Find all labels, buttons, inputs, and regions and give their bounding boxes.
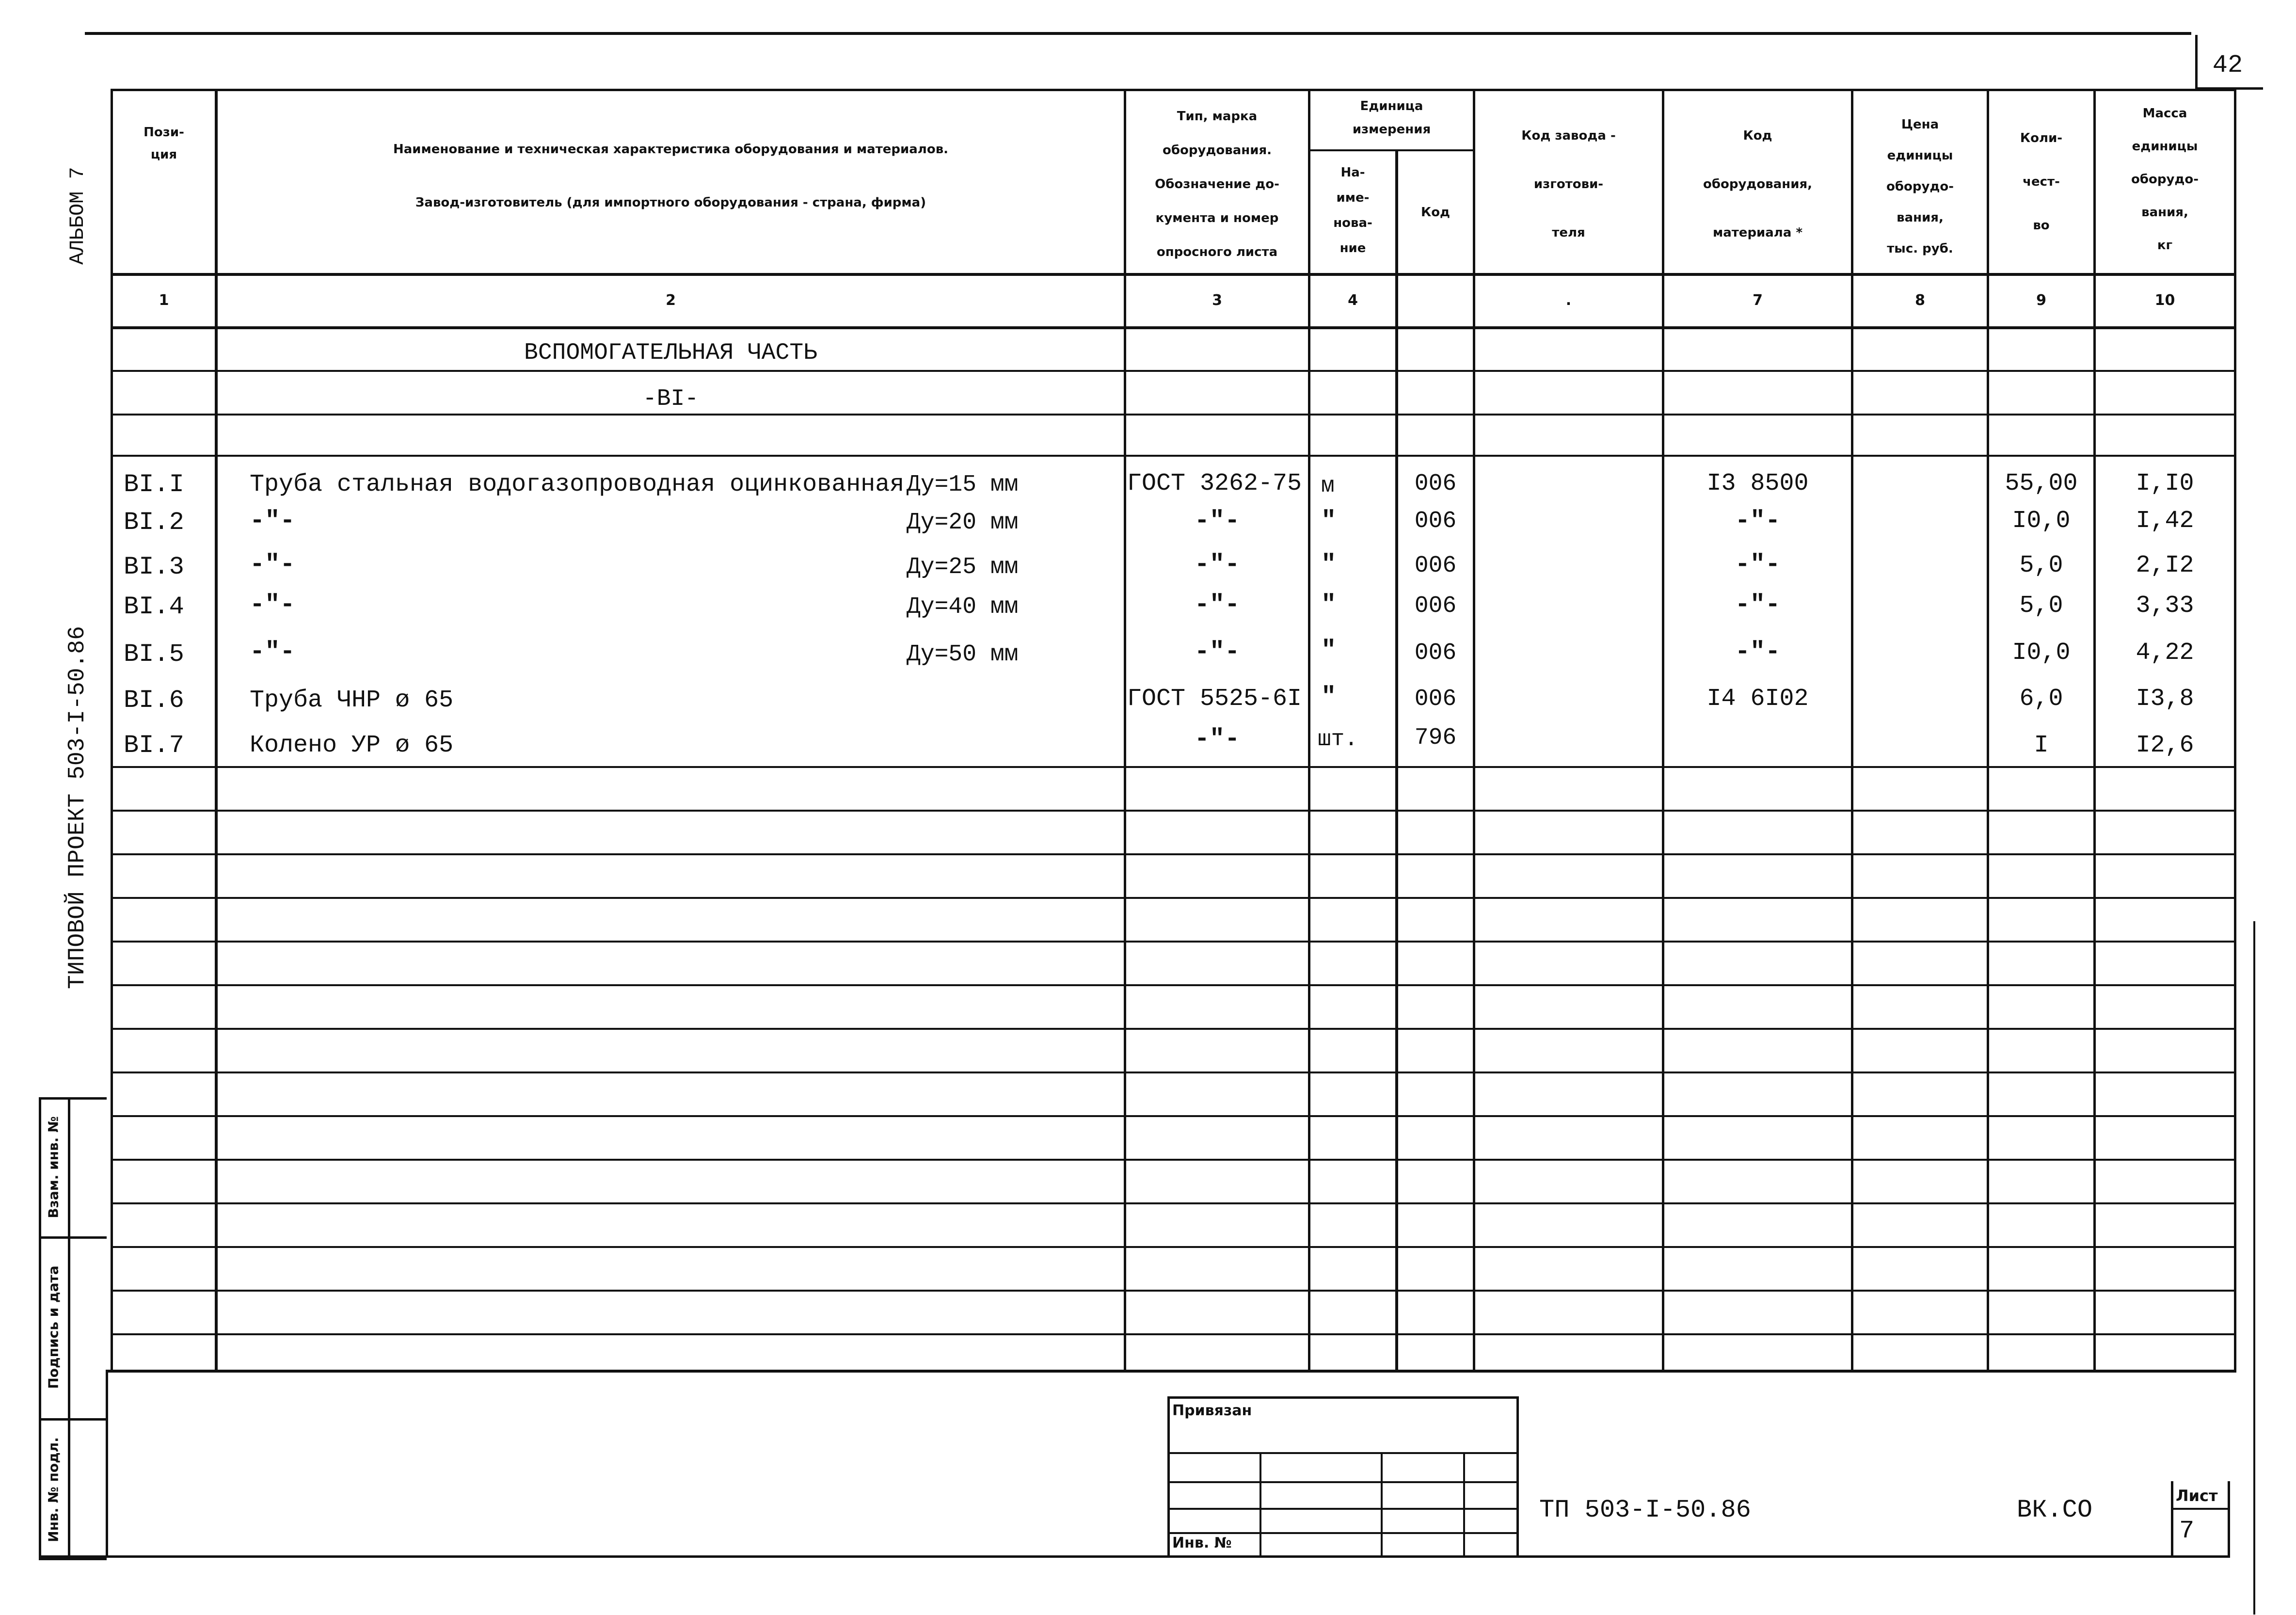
- col-line-5: [1473, 90, 1475, 1372]
- stamp-box-col-1: [1260, 1452, 1261, 1556]
- hdr-price-l2: единицы: [1887, 148, 1953, 163]
- row-5-code: 006: [1414, 640, 1457, 666]
- hdr-mass-l3: оборудо-: [2131, 172, 2199, 187]
- row-line-16: [111, 1333, 2236, 1335]
- row-4-qty: 5,0: [2019, 592, 2063, 620]
- stamp-box-col-3: [1463, 1452, 1465, 1556]
- project-label: ТИПОВОЙ ПРОЕКТ 503-I-50.86: [64, 626, 91, 989]
- row-5-name: -"-: [250, 638, 295, 666]
- row-5-pos: BI.5: [124, 640, 184, 669]
- hdr-equipment-code: [1664, 112, 1851, 257]
- hdr-quantity: [1989, 116, 2093, 247]
- privyazan-label: Привязан: [1172, 1402, 1252, 1419]
- row-6-pos: BI.6: [124, 686, 184, 715]
- hdr-unit-name-l3: нова-: [1333, 216, 1372, 230]
- row-2-code: 006: [1414, 508, 1457, 534]
- stamp-label-vzam: Взам. инв. №: [45, 1116, 62, 1218]
- row-1-size: Ду=15 мм: [907, 472, 1019, 498]
- table-top: [111, 89, 2236, 91]
- stamp-box-row-2: [1167, 1481, 1519, 1483]
- colnum-9: 9: [2036, 292, 2046, 309]
- row-4-unit: ": [1321, 591, 1337, 619]
- row-6-unit: ": [1321, 683, 1337, 711]
- row-line-2: [111, 455, 2236, 457]
- row-2-type: -"-: [1194, 507, 1240, 535]
- row-6-code: 006: [1414, 686, 1457, 712]
- col-line-4: [1395, 150, 1398, 1372]
- row-line-4: [111, 810, 2236, 812]
- sheet-box-left: [2171, 1481, 2173, 1558]
- row-7-name: Колено УР ø 65: [250, 732, 454, 759]
- hdr-type-l4: кумента и номер: [1155, 211, 1279, 225]
- row-4-size: Ду=40 мм: [907, 594, 1019, 620]
- col-line-10: [2234, 90, 2236, 1372]
- row-4-mass: 3,33: [2136, 592, 2194, 620]
- hdr-factory-code: [1475, 112, 1662, 257]
- row-2-mass: I,42: [2136, 507, 2194, 535]
- album-label: АЛЬБОМ 7: [66, 167, 89, 265]
- hdr-unit-group-l1: Единица: [1360, 99, 1423, 113]
- doc-mark: ВК.СО: [2017, 1496, 2093, 1524]
- row-6-name: Труба ЧНР ø 65: [250, 687, 454, 714]
- hdr-quantity-l2: чест-: [2023, 175, 2060, 189]
- row-line-15: [111, 1290, 2236, 1292]
- hdr-factory-code-l3: теля: [1552, 225, 1585, 240]
- col-line-3: [1308, 90, 1310, 1370]
- colnum-6: .: [1565, 292, 1572, 309]
- hdr-quantity-l3: во: [2033, 218, 2050, 233]
- row-line-14: [111, 1246, 2236, 1248]
- row-2-size: Ду=20 мм: [907, 510, 1019, 536]
- stamp-div-1: [39, 1236, 107, 1239]
- hdr-price: [1853, 109, 1987, 264]
- row-7-type: -"-: [1194, 725, 1240, 753]
- stamp-div-2: [39, 1418, 107, 1421]
- row-line-7: [111, 941, 2236, 943]
- hdr-type-l1: Тип, марка: [1177, 109, 1258, 124]
- stamp-box-row-1: [1167, 1452, 1519, 1454]
- row-6-mass: I3,8: [2136, 685, 2194, 713]
- row-1-pos: BI.I: [124, 470, 184, 499]
- row-4-equip-code: -"-: [1735, 591, 1781, 619]
- row-7-code: 796: [1414, 725, 1457, 751]
- row-line-3: [111, 766, 2236, 768]
- colnum-1: 1: [159, 292, 169, 309]
- row-5-size: Ду=50 мм: [907, 641, 1019, 668]
- hdr-name-line2: Завод-изготовитель (для импортного оборудования - страна, фирма): [415, 195, 926, 210]
- row-2-name: -"-: [250, 507, 295, 535]
- row-3-mass: 2,I2: [2136, 552, 2194, 579]
- colnum-4: 4: [1348, 292, 1358, 309]
- row-1-code: 006: [1414, 471, 1457, 497]
- frame-left-lower: [106, 1370, 108, 1558]
- hdr-price-l4: вания,: [1897, 210, 1944, 225]
- row-7-mass: I2,6: [2136, 732, 2194, 759]
- right-edge-line: [2253, 921, 2255, 1615]
- row-3-pos: BI.3: [124, 553, 184, 581]
- stamp-box-row-3: [1167, 1508, 1519, 1510]
- hdr-unit-group: [1310, 95, 1473, 141]
- row-5-equip-code: -"-: [1735, 638, 1781, 666]
- hdr-price-l3: оборудо-: [1886, 179, 1954, 194]
- row-line-0: [111, 370, 2236, 372]
- stamp-box-col-2: [1381, 1452, 1383, 1556]
- row-1-mass: I,I0: [2136, 470, 2194, 497]
- hdr-factory-code-l1: Код завода -: [1521, 128, 1616, 143]
- row-3-qty: 5,0: [2019, 552, 2063, 579]
- hdr-mass-l5: кг: [2157, 238, 2173, 253]
- hdr-equipment-code-l3: материала *: [1712, 225, 1803, 240]
- row-2-unit: ": [1321, 507, 1337, 535]
- row-3-name: -"-: [250, 550, 295, 579]
- page-number: 42: [2212, 51, 2243, 80]
- row-7-pos: BI.7: [124, 731, 184, 760]
- row-4-name: -"-: [250, 591, 295, 619]
- row-7-qty: I: [2034, 732, 2049, 759]
- hdr-equipment-code-l2: оборудования,: [1703, 177, 1813, 192]
- row-6-type: ГОСТ 5525-6I: [1127, 685, 1302, 713]
- stamp-label-podpis: Подпись и дата: [45, 1265, 62, 1389]
- row-1-unit: м: [1321, 473, 1335, 498]
- page-number-box-left: [2195, 35, 2198, 88]
- hdr-unit-name-l2: име-: [1336, 191, 1370, 205]
- row-6-equip-code: I4 6I02: [1706, 685, 1809, 713]
- hdr-mass-l4: вания,: [2141, 205, 2188, 220]
- row-line-5: [111, 853, 2236, 855]
- row-3-unit: ": [1321, 550, 1337, 579]
- row-line-10: [111, 1071, 2236, 1073]
- sheet-number: 7: [2179, 1517, 2195, 1545]
- row-1-equip-code: I3 8500: [1706, 470, 1809, 497]
- row-3-size: Ду=25 мм: [907, 554, 1019, 580]
- doc-code: ТП 503-I-50.86: [1539, 1496, 1751, 1524]
- row-1-qty: 55,00: [2005, 470, 2078, 497]
- row-4-type: -"-: [1194, 591, 1240, 619]
- colnum-8: 8: [1915, 292, 1925, 309]
- row-line-8: [111, 984, 2236, 986]
- stamp-box-row-4: [1167, 1532, 1519, 1534]
- colnum-3: 3: [1212, 292, 1222, 309]
- row-line-9: [111, 1028, 2236, 1030]
- col-line-6: [1662, 90, 1664, 1372]
- stamp-label-inv: Инв. № подл.: [45, 1437, 62, 1542]
- section-code: -BI-: [642, 386, 699, 412]
- hdr-unit-name-l1: На-: [1340, 165, 1365, 180]
- row-4-code: 006: [1414, 593, 1457, 619]
- row-3-code: 006: [1414, 553, 1457, 579]
- row-6-qty: 6,0: [2019, 685, 2063, 713]
- hdr-type-l3: Обозначение до-: [1155, 177, 1279, 192]
- row-5-type: -"-: [1194, 638, 1240, 666]
- row-3-equip-code: -"-: [1735, 550, 1781, 579]
- hdr-position: [113, 121, 215, 166]
- hdr-factory-code-l2: изготови-: [1533, 177, 1604, 192]
- colnum-2: 2: [666, 292, 676, 309]
- row-5-mass: 4,22: [2136, 639, 2194, 667]
- row-1-type: ГОСТ 3262-75: [1127, 470, 1302, 497]
- hdr-type-l2: оборудования.: [1162, 143, 1272, 158]
- hdr-unit-name: [1310, 160, 1395, 261]
- frame-bottom: [39, 1555, 2230, 1558]
- stamp-col-right: [68, 1098, 70, 1559]
- col-line-1: [215, 90, 218, 1370]
- row-2-equip-code: -"-: [1735, 507, 1781, 535]
- hdr-equipment-code-l1: Код: [1743, 128, 1772, 143]
- header-bottom: [111, 273, 2236, 276]
- row-3-type: -"-: [1194, 550, 1240, 579]
- hdr-price-l5: тыс. руб.: [1887, 241, 1953, 256]
- row-line-12: [111, 1159, 2236, 1161]
- sheet-box-mid: [2171, 1508, 2230, 1510]
- row-5-qty: I0,0: [2012, 639, 2071, 667]
- unit-group-line: [1308, 149, 1475, 151]
- hdr-unit-name-l4: ние: [1339, 241, 1366, 256]
- row-line-1: [111, 414, 2236, 416]
- hdr-price-l1: Цена: [1901, 117, 1939, 132]
- stamp-bottom: [39, 1558, 107, 1560]
- sheet-box-right: [2228, 1481, 2230, 1558]
- top-border-line: [85, 32, 2191, 35]
- hdr-position-l2: ция: [150, 147, 177, 162]
- hdr-mass: [2096, 97, 2234, 262]
- row-2-pos: BI.2: [124, 508, 184, 537]
- hdr-type: [1126, 99, 1308, 269]
- hdr-position-l1: Пози-: [144, 125, 184, 140]
- table-bottom: [106, 1370, 2236, 1373]
- stamp-box-top: [1167, 1396, 1519, 1399]
- row-2-qty: I0,0: [2012, 507, 2071, 535]
- colnum-10: 10: [2154, 292, 2175, 309]
- row-7-unit: шт.: [1318, 727, 1358, 752]
- row-5-unit: ": [1321, 636, 1337, 665]
- hdr-quantity-l1: Коли-: [2020, 131, 2063, 145]
- inv-no-label: Инв. №: [1172, 1535, 1232, 1551]
- row-1-name: Труба стальная водогазопроводная оцинкованная: [250, 471, 905, 498]
- hdr-unit-code: Код: [1420, 205, 1451, 220]
- row-4-pos: BI.4: [124, 592, 184, 621]
- row-line-11: [111, 1115, 2236, 1117]
- hdr-mass-l2: единицы: [2132, 139, 2198, 154]
- hdr-type-l5: опросного листа: [1156, 245, 1278, 259]
- row-line-13: [111, 1202, 2236, 1204]
- hdr-unit-group-l2: измерения: [1352, 122, 1431, 137]
- colnum-bottom: [111, 326, 2236, 329]
- hdr-mass-l1: Масса: [2142, 106, 2187, 121]
- sheet-label: Лист: [2176, 1487, 2218, 1505]
- col-line-7: [1851, 90, 1853, 1372]
- hdr-name-line1: Наименование и техническая характеристика оборудования и материалов.: [393, 142, 949, 157]
- section-title: ВСПОМОГАТЕЛЬНАЯ ЧАСТЬ: [524, 340, 817, 366]
- row-line-6: [111, 897, 2236, 899]
- colnum-7: 7: [1753, 292, 1763, 309]
- col-line-0: [111, 90, 113, 1370]
